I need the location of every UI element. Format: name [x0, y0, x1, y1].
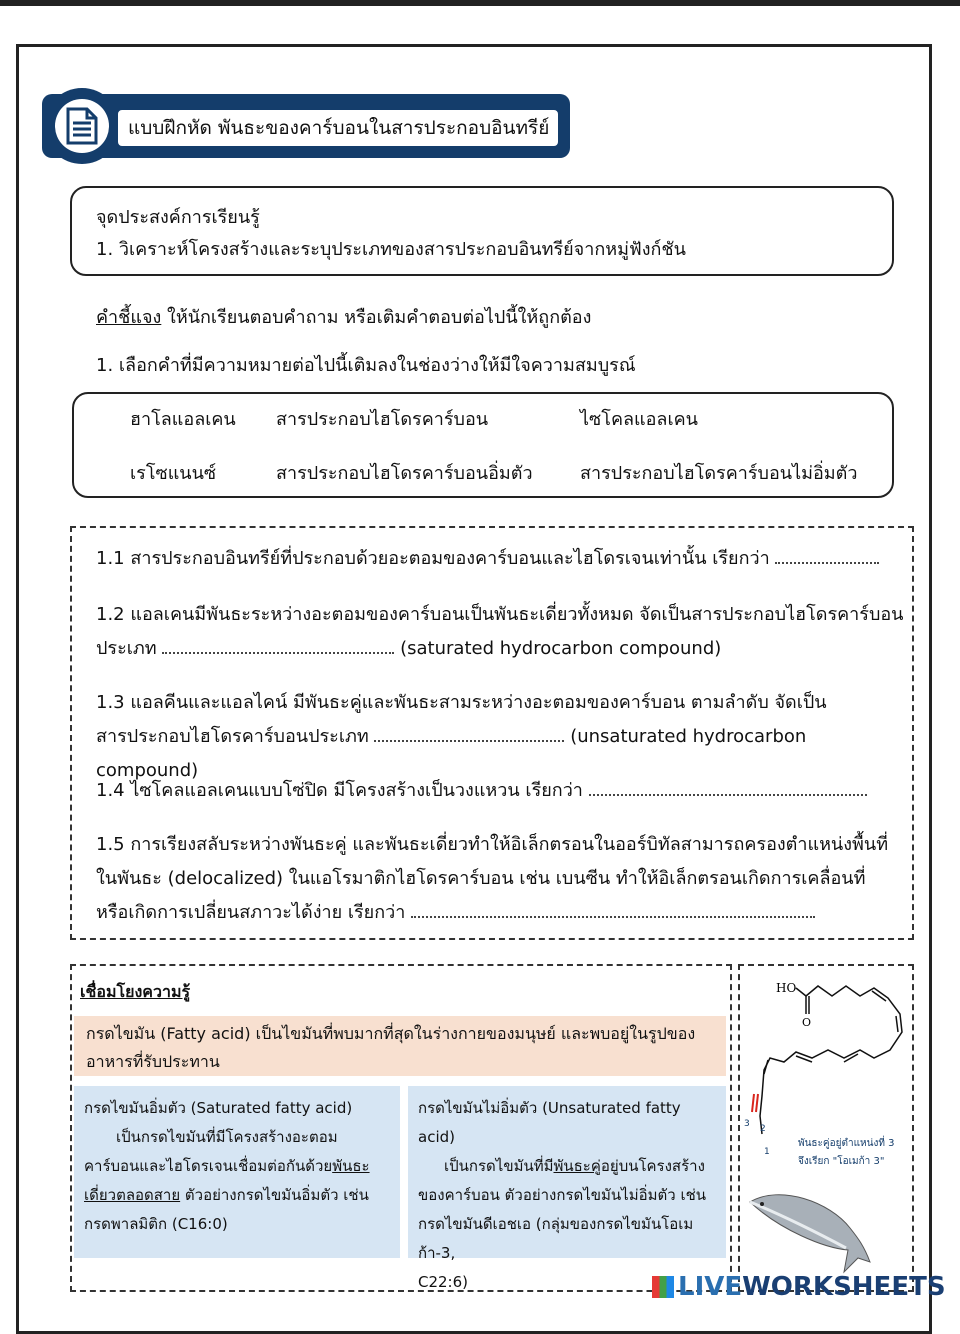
question-1: 1. เลือกคำที่มีความหมายต่อไปนี้เติมลงในช่องว่างให้มีใจความสมบูรณ์ — [96, 355, 636, 376]
label-2: 2 — [760, 1124, 766, 1134]
unsaturated-column — [408, 1086, 726, 1291]
saturated-text: เดี่ยวตลอดสาย ตัวอย่างกรดไขมันอิ่มตัว เช่น — [84, 1186, 369, 1204]
answer-blank-1-4[interactable] — [589, 776, 867, 796]
question-text: ในพันธะ (delocalized) ในแอโรมาติกไฮโดรคาร์บอน เช่น เบนซีน ทำให้อิเล็กตรอนเกิดการเคลื่อนที่ — [96, 868, 866, 889]
intro-line: กรดไขมัน (Fatty acid) เป็นไขมันที่พบมากที่สุดในร่างกายของมนุษย์ และพบอยู่ในรูปของ — [86, 1024, 696, 1043]
answer-blank-1-2[interactable] — [162, 634, 394, 654]
saturated-column — [74, 1086, 400, 1258]
label-3: 3 — [744, 1119, 750, 1129]
word-bank-item: สารประกอบไฮโดรคาร์บอนอิ่มตัว — [276, 463, 533, 484]
question-text: หรือเกิดการเปลี่ยนสภาวะได้ง่าย เรียกว่า — [96, 902, 406, 923]
word-bank-item: เรโซแนนซ์ — [130, 463, 217, 484]
unsaturated-text: กรดไขมันดีเอชเอ (กลุ่มของกรดไขมันโอเมก้า-3, — [418, 1215, 694, 1262]
question-1-2 — [96, 598, 906, 666]
objective-heading: จุดประสงค์การเรียนรู้ — [96, 207, 260, 228]
knowledge-heading: เชื่อมโยงความรู้ — [80, 982, 191, 1001]
question-1-1 — [96, 542, 906, 576]
unsaturated-text: ของคาร์บอน ตัวอย่างกรดไขมันไม่อิ่มตัว เช่น — [418, 1186, 707, 1204]
objective-box — [70, 186, 894, 276]
answer-blank-1-3[interactable] — [374, 722, 564, 742]
unsaturated-text: เป็นกรดไขมันที่มีพันธะคู่อยู่บนโครงสร้าง — [444, 1157, 705, 1175]
label-1: 1 — [764, 1147, 770, 1157]
word-bank-item: สารประกอบไฮโดรคาร์บอนไม่อิ่มตัว — [580, 463, 858, 484]
question-text: 1.3 แอลคีนและแอลไคน์ มีพันธะคู่และพันธะสามระหว่างอะตอมของคาร์บอน ตามลำดับ จัดเป็น — [96, 692, 827, 713]
word-bank-item: สารประกอบไฮโดรคาร์บอน — [276, 409, 489, 430]
answer-blank-1-1[interactable] — [775, 544, 879, 564]
question-text: 1.1 สารประกอบอินทรีย์ที่ประกอบด้วยอะตอมของคาร์บอนและไฮโดรเจนเท่านั้น เรียกว่า — [96, 548, 770, 569]
unsaturated-text: C22:6) — [418, 1273, 469, 1291]
omega-note: พันธะคู่อยู่ตำแหน่งที่ 3 — [798, 1138, 895, 1149]
question-text: ประเภท — [96, 638, 157, 659]
omega-note: จึงเรียก "โอเมก้า 3" — [798, 1156, 885, 1167]
saturated-example: กรดพาลมิติก (C16:0) — [84, 1215, 228, 1233]
instruction-label: คำชี้แจง — [96, 307, 162, 328]
question-1-4 — [96, 774, 906, 808]
question-text: สารประกอบไฮโดรคาร์บอนประเภท — [96, 726, 369, 747]
question-text: (unsaturated hydrocarbon compound) — [96, 726, 807, 781]
word-bank-item: ไซโคลแอลเคน — [580, 409, 698, 430]
instruction-text: ให้นักเรียนตอบคำถาม หรือเติมคำตอบต่อไปนี้ให้ถูกต้อง — [161, 307, 592, 328]
page-title: แบบฝึกหัด พันธะของคาร์บอนในสารประกอบอินทรีย์ — [116, 108, 560, 148]
saturated-text: เป็นกรดไขมันที่มีโครงสร้างอะตอม — [116, 1128, 338, 1146]
saturated-text: คาร์บอนและไฮโดรเจนเชื่อมต่อกันด้วยพันธะ — [84, 1157, 370, 1175]
answer-blank-1-5[interactable] — [411, 898, 815, 918]
question-text: 1.4 ไซโคลแอลเคนแบบโซ่ปิด มีโครงสร้างเป็นวงแหวน เรียกว่า — [96, 780, 583, 801]
top-bar — [0, 0, 960, 6]
liveworksheets-logo: LIVEWORKSHEETS — [652, 1272, 946, 1302]
question-1-5 — [96, 828, 906, 930]
saturated-title: กรดไขมันอิ่มตัว (Saturated fatty acid) — [84, 1099, 353, 1117]
word-bank-item: ฮาโลแอลเคน — [130, 409, 236, 430]
label-ho: HO — [776, 981, 797, 995]
liveworksheets-icon — [652, 1276, 674, 1298]
label-o: O — [802, 1016, 812, 1029]
question-1-3 — [96, 686, 906, 788]
intro-line: อาหารที่รับประทาน — [86, 1052, 220, 1071]
question-text: 1.2 แอลเคนมีพันธะระหว่างอะตอมของคาร์บอนเป็นพันธะเดี่ยวทั้งหมด จัดเป็นสารประกอบไฮโดรคาร์บอน — [96, 604, 904, 625]
unsaturated-title: กรดไขมันไม่อิ่มตัว (Unsaturated fatty acid) — [418, 1099, 681, 1146]
salmon-fish-icon — [750, 1195, 870, 1272]
dha-structure-diagram — [740, 966, 912, 1290]
objective-item: 1. วิเคราะห์โครงสร้างและระบุประเภทของสารประกอบอินทรีย์จากหมู่ฟังก์ชัน — [96, 239, 686, 260]
fatty-acid-intro — [74, 1016, 726, 1076]
question-text: 1.5 การเรียงสลับระหว่างพันธะคู่ และพันธะเดี่ยวทำให้อิเล็กตรอนในออร์บิทัลสามารถครองตำแหน่งพื้นที่ — [96, 834, 889, 855]
instruction — [96, 302, 591, 331]
question-text: (saturated hydrocarbon compound) — [400, 638, 722, 659]
document-icon — [55, 99, 109, 153]
